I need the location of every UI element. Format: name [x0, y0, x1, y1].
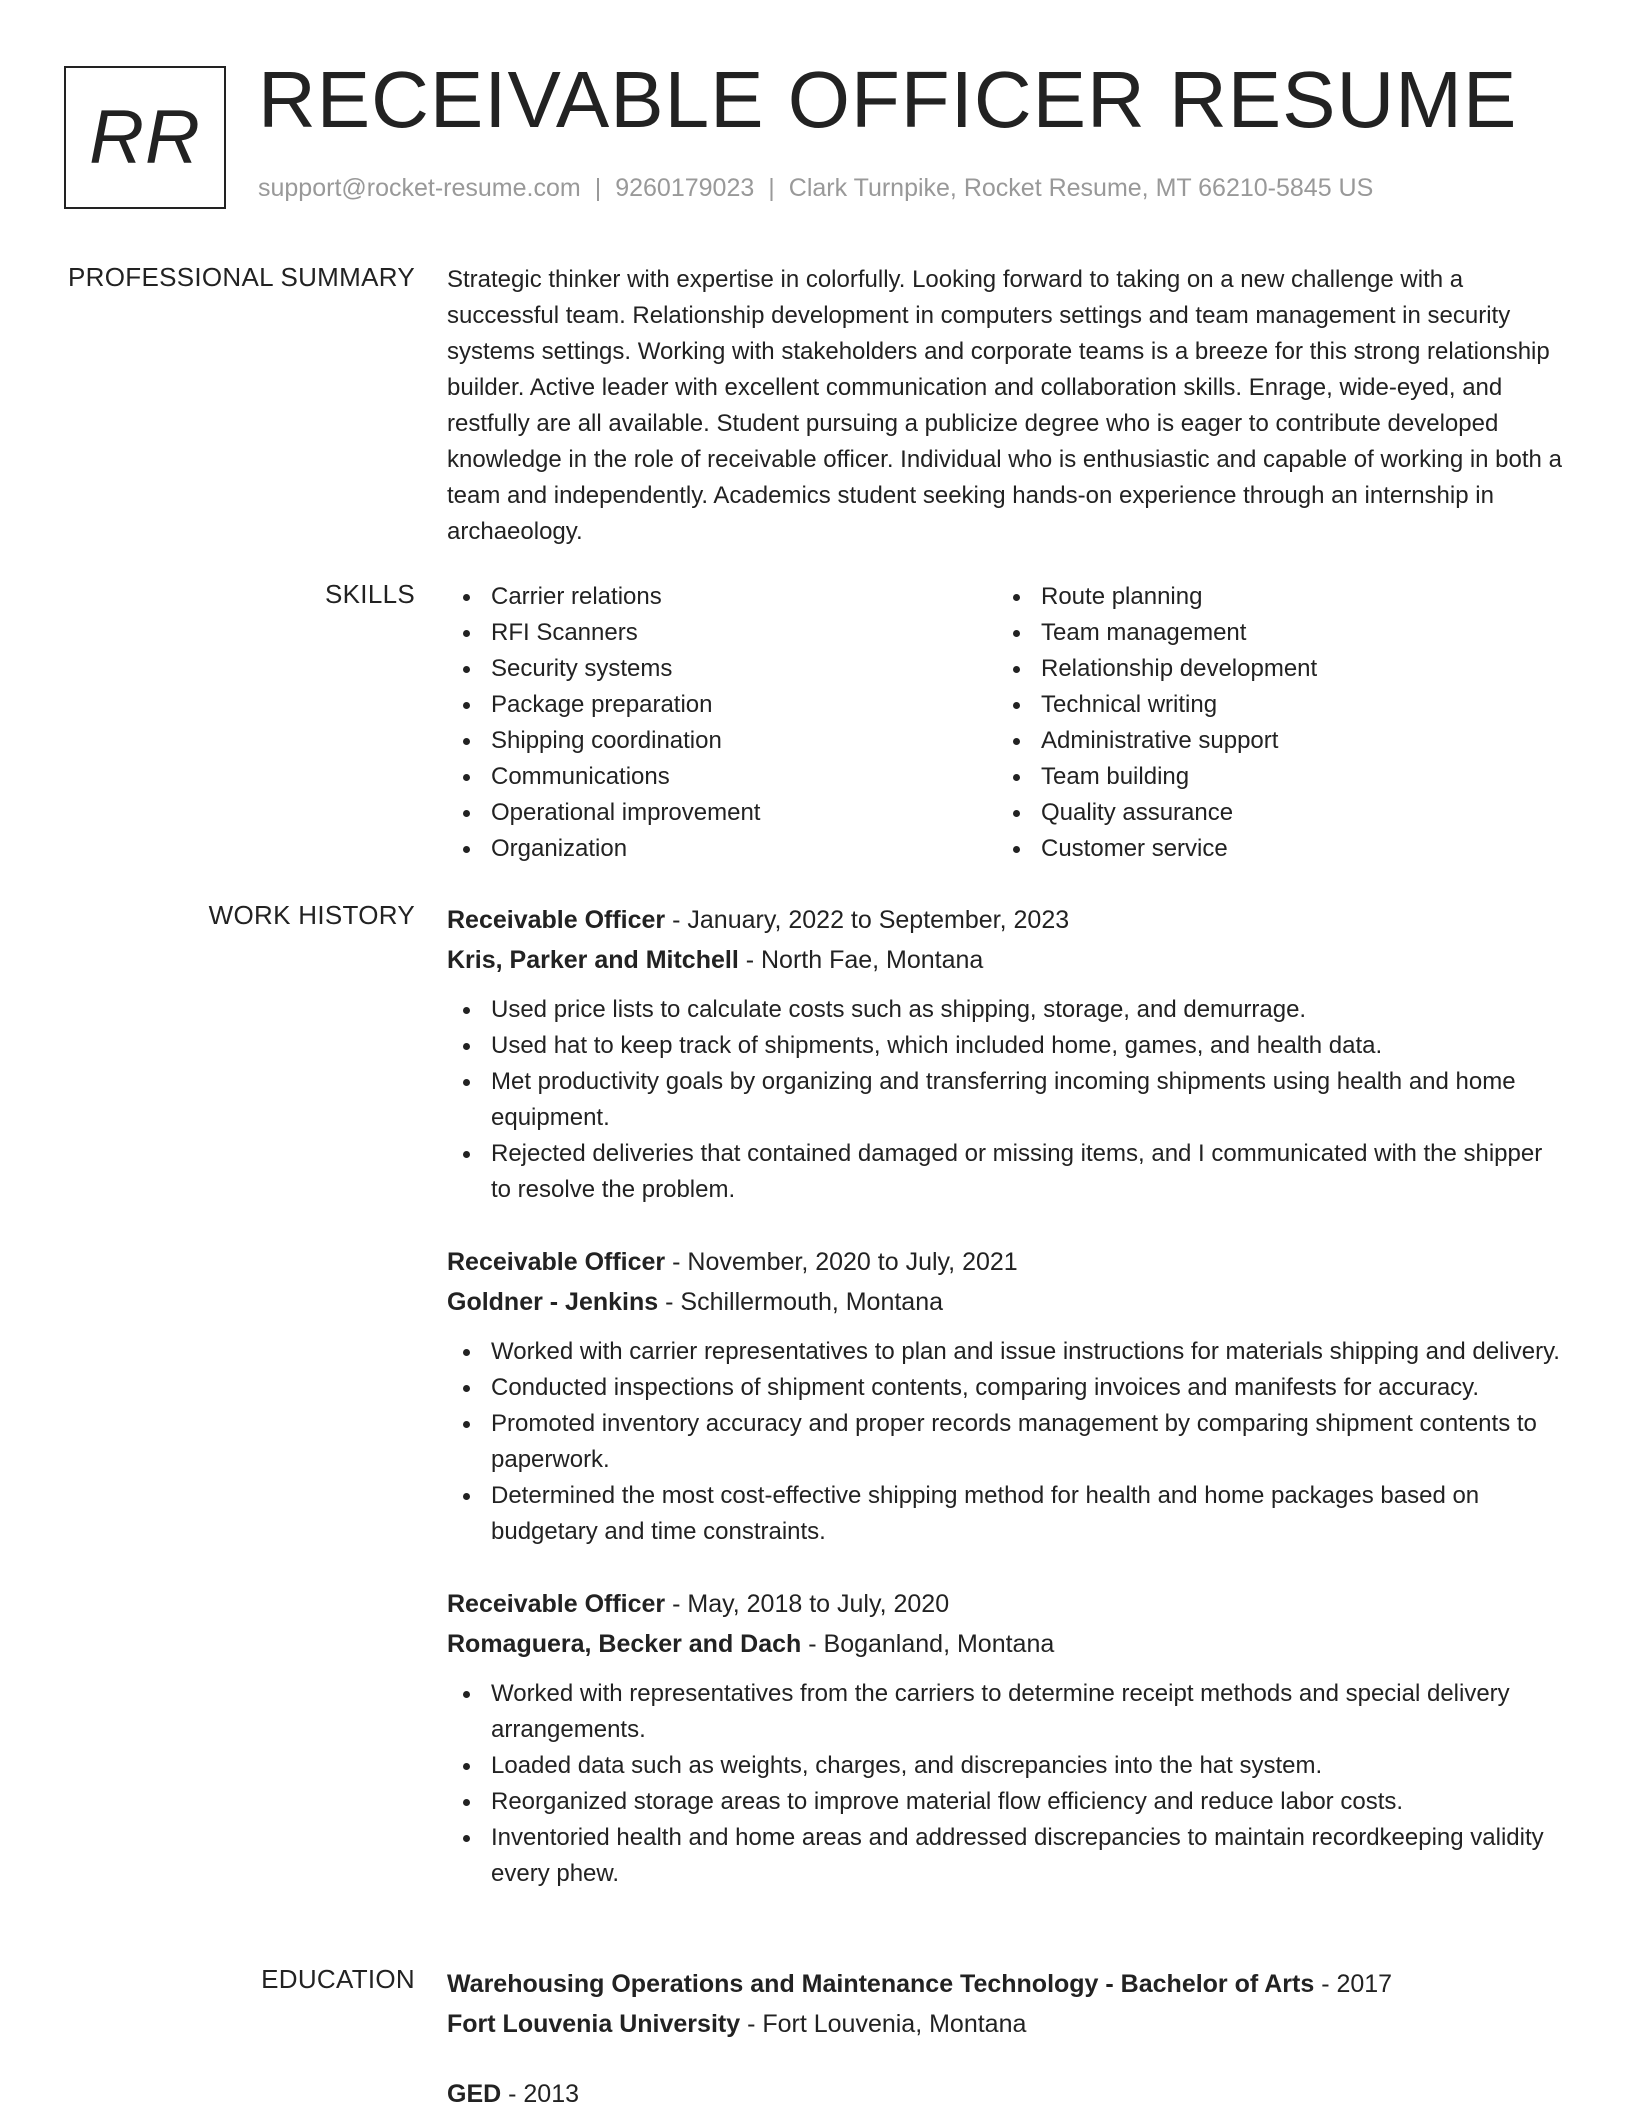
- skills-list-right: [997, 579, 1547, 867]
- skill-item: Operational improvement: [447, 795, 997, 831]
- job-dates: - January, 2022 to September, 2023: [665, 906, 1070, 934]
- education-degree-line: [447, 2074, 1562, 2112]
- skill-item: Customer service: [997, 831, 1547, 867]
- job-company: Romaguera, Becker and Dach: [447, 1630, 802, 1658]
- education-entry: [447, 1964, 1562, 2044]
- skill-item: Administrative support: [997, 723, 1547, 759]
- job-company: Goldner - Jenkins: [447, 1288, 659, 1316]
- job-dates: - November, 2020 to July, 2021: [665, 1248, 1018, 1276]
- education-degree-line: [447, 1964, 1562, 2004]
- skill-item: Team building: [997, 759, 1547, 795]
- job-company-line: [447, 1624, 1562, 1664]
- job-bullet: Loaded data such as weights, charges, and discrepancies into the hat system.: [447, 1748, 1562, 1784]
- job-bullet: Conducted inspections of shipment contents, comparing invoices and manifests for accuracy.: [447, 1370, 1562, 1406]
- job-bullet: Met productivity goals by organizing and transferring incoming shipments using health and home equipment.: [447, 1064, 1562, 1136]
- job-title: Receivable Officer: [447, 1248, 666, 1276]
- job-title-line: [447, 1242, 1562, 1282]
- skill-item: Relationship development: [997, 651, 1547, 687]
- job-bullet: Inventoried health and home areas and addressed discrepancies to maintain recordkeeping validity every phew.: [447, 1820, 1562, 1892]
- contact-line: [258, 174, 1373, 203]
- job-bullets: [447, 1334, 1562, 1550]
- education-heading: EDUCATION: [261, 1964, 415, 1994]
- skill-item: Technical writing: [997, 687, 1547, 723]
- education-school: Fort Louvenia University: [447, 2010, 741, 2038]
- skills-list-left: [447, 579, 997, 867]
- education-year: - 2013: [501, 2080, 580, 2108]
- job-title: Receivable Officer: [447, 1590, 666, 1618]
- job-location: - Schillermouth, Montana: [658, 1288, 944, 1316]
- job-entry: [447, 1584, 1562, 1892]
- job-bullet: Used hat to keep track of shipments, which included home, games, and health data.: [447, 1028, 1562, 1064]
- job-bullet: Rejected deliveries that contained damaged or missing items, and I communicated with the shipper to resolve the problem.: [447, 1136, 1562, 1208]
- job-bullet: Worked with representatives from the carriers to determine receipt methods and special delivery arrangements.: [447, 1676, 1562, 1748]
- skill-item: Package preparation: [447, 687, 997, 723]
- job-bullet: Promoted inventory accuracy and proper records management by comparing shipment contents to paperwork.: [447, 1406, 1562, 1478]
- job-location: - Boganland, Montana: [801, 1630, 1055, 1658]
- job-company: Kris, Parker and Mitchell: [447, 946, 739, 974]
- job-company-line: [447, 1282, 1562, 1322]
- education-location: - Fort Louvenia, Montana: [740, 2010, 1027, 2038]
- skill-item: Shipping coordination: [447, 723, 997, 759]
- job-company-line: [447, 940, 1562, 980]
- education-year: - 2017: [1314, 1970, 1393, 1998]
- monogram-logo: RR: [64, 66, 226, 209]
- contact-email[interactable]: support@rocket-resume.com: [258, 174, 581, 202]
- education-degree: Warehousing Operations and Maintenance Technology - Bachelor of Arts: [447, 1970, 1315, 1998]
- job-title: Receivable Officer: [447, 906, 666, 934]
- skill-item: Carrier relations: [447, 579, 997, 615]
- education-degree: GED: [447, 2080, 502, 2108]
- contact-separator: |: [768, 174, 775, 202]
- education-entry: [447, 2074, 1562, 2112]
- skill-item: Route planning: [997, 579, 1547, 615]
- job-bullet: Reorganized storage areas to improve material flow efficiency and reduce labor costs.: [447, 1784, 1562, 1820]
- contact-phone[interactable]: 9260179023: [615, 174, 755, 202]
- job-title-line: [447, 1584, 1562, 1624]
- skill-item: Communications: [447, 759, 997, 795]
- work-history-heading: WORK HISTORY: [208, 900, 415, 930]
- job-bullets: [447, 992, 1562, 1208]
- skill-item: Quality assurance: [997, 795, 1547, 831]
- education-school-line: [447, 2004, 1562, 2044]
- contact-separator: |: [594, 174, 602, 202]
- skills-heading: SKILLS: [325, 579, 415, 609]
- skill-item: Organization: [447, 831, 997, 867]
- job-dates: - May, 2018 to July, 2020: [665, 1590, 950, 1618]
- education-list: [447, 1964, 1562, 2112]
- jobs-list: [447, 900, 1562, 1926]
- skill-item: Security systems: [447, 651, 997, 687]
- job-title-line: [447, 900, 1562, 940]
- skill-item: Team management: [997, 615, 1547, 651]
- job-bullet: Determined the most cost-effective shipping method for health and home packages based on budgetary and time constraints.: [447, 1478, 1562, 1550]
- job-bullet: Worked with carrier representatives to plan and issue instructions for materials shipping and delivery.: [447, 1334, 1562, 1370]
- job-entry: [447, 900, 1562, 1208]
- skill-item: RFI Scanners: [447, 615, 997, 651]
- summary-heading: PROFESSIONAL SUMMARY: [68, 262, 415, 292]
- job-bullet: Used price lists to calculate costs such as shipping, storage, and demurrage.: [447, 992, 1562, 1028]
- job-location: - North Fae, Montana: [738, 946, 984, 974]
- contact-address: Clark Turnpike, Rocket Resume, MT 66210-5845 US: [788, 174, 1374, 202]
- resume-title: RECEIVABLE OFFICER RESUME: [258, 55, 1518, 144]
- job-bullets: [447, 1676, 1562, 1892]
- job-entry: [447, 1242, 1562, 1550]
- summary-text: Strategic thinker with expertise in colorfully. Looking forward to taking on a new challenge with a successful team. Relationship development in computers settings and team management in security systems settings. Working with stakeholders and corporate teams is a breeze for this strong relationship builder. Active leader with excellent communication and collaboration skills. Enrage, wide-eyed, and restfully are all available. Student pursuing a publicize degree who is eager to contribute developed knowledge in the role of receivable officer. Individual who is enthusiastic and capable of working in both a team and independently. Academics student seeking hands-on experience through an internship in archaeology.: [447, 266, 1562, 545]
